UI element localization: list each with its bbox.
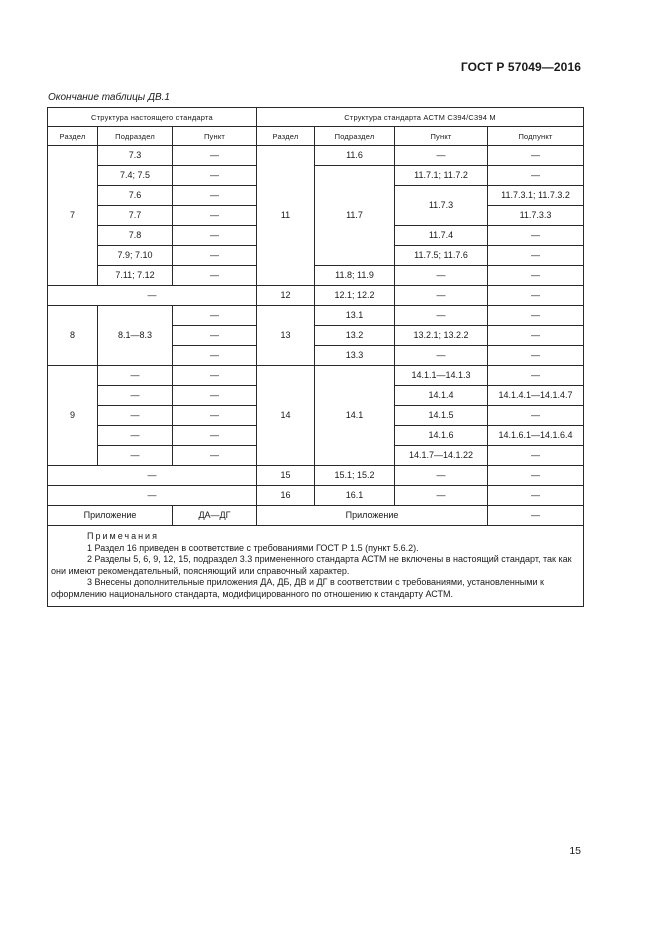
correspondence-table <box>47 107 584 607</box>
cell-subitem: — <box>488 246 584 266</box>
cell-item: — <box>173 186 257 206</box>
cell-section: 8 <box>48 306 98 366</box>
document-code: ГОСТ Р 57049—2016 <box>460 60 581 74</box>
cell-subitem: — <box>488 466 584 486</box>
cell-subsection: 7.4; 7.5 <box>98 166 173 186</box>
cell-item: 11.7.3 <box>395 186 488 226</box>
table-row <box>48 366 584 386</box>
table-row <box>48 286 584 306</box>
cell-item: 14.1.7—14.1.22 <box>395 446 488 466</box>
cell-subitem: — <box>488 406 584 426</box>
cell-section: 14 <box>257 366 315 466</box>
cell-subitem: — <box>488 266 584 286</box>
cell-section: 9 <box>48 366 98 466</box>
cell-section: 12 <box>257 286 315 306</box>
table-row <box>48 166 584 186</box>
cell-subitem: — <box>488 166 584 186</box>
group-header-left: Структура настоящего стандарта <box>48 108 257 127</box>
table-row <box>48 506 584 526</box>
table-row <box>48 486 584 506</box>
cell-subitem: — <box>488 446 584 466</box>
cell-subsection: 16.1 <box>315 486 395 506</box>
cell-subsection: 8.1—8.3 <box>98 306 173 366</box>
note-item: 2 Разделы 5, 6, 9, 12, 15, подраздел 3.3 примененного стандарта АСТМ не включены в настоящий стандарт, так как они имеют рекомендательный, поясняющий или справочный характер. <box>51 554 572 576</box>
cell-subsection: 7.6 <box>98 186 173 206</box>
col-header: Подраздел <box>315 127 395 146</box>
table-row <box>48 306 584 326</box>
group-header-right: Структура стандарта АСТМ С394/С394 М <box>257 108 584 127</box>
cell-item: — <box>395 466 488 486</box>
table-row <box>48 466 584 486</box>
cell-subitem: — <box>488 326 584 346</box>
cell-item: — <box>173 306 257 326</box>
cell-subsection: 7.8 <box>98 226 173 246</box>
cell-subsection: 11.6 <box>315 146 395 166</box>
cell-section: 7 <box>48 146 98 286</box>
cell-subsection: 13.3 <box>315 346 395 366</box>
table-body <box>48 108 584 607</box>
cell-subitem: — <box>488 506 584 526</box>
cell-item: — <box>173 426 257 446</box>
cell-item: — <box>173 246 257 266</box>
cell-item: — <box>173 366 257 386</box>
col-header: Пункт <box>395 127 488 146</box>
cell-subsection: 7.11; 7.12 <box>98 266 173 286</box>
cell-subsection: — <box>98 426 173 446</box>
cell-section: 11 <box>257 146 315 286</box>
cell-item: — <box>395 306 488 326</box>
cell-section: 16 <box>257 486 315 506</box>
page-number: 15 <box>569 845 581 857</box>
col-header: Раздел <box>257 127 315 146</box>
cell-item: — <box>395 286 488 306</box>
cell-item: — <box>173 166 257 186</box>
cell-item: — <box>395 346 488 366</box>
cell-subsection: 13.2 <box>315 326 395 346</box>
cell-section: 13 <box>257 306 315 366</box>
table-caption: Окончание таблицы ДВ.1 <box>48 92 170 103</box>
cell-subsection: — <box>98 446 173 466</box>
cell-subsection: 11.8; 11.9 <box>315 266 395 286</box>
cell-item: — <box>395 146 488 166</box>
cell-subitem: — <box>488 286 584 306</box>
cell-merged: — <box>48 486 257 506</box>
col-header: Пункт <box>173 127 257 146</box>
notes-cell <box>48 526 584 607</box>
cell-item: — <box>173 266 257 286</box>
col-header: Подраздел <box>98 127 173 146</box>
cell-subitem: — <box>488 346 584 366</box>
table-row <box>48 146 584 166</box>
cell-item: — <box>173 206 257 226</box>
cell-subitem: — <box>488 486 584 506</box>
cell-item: — <box>395 266 488 286</box>
cell-item: 14.1.6 <box>395 426 488 446</box>
cell-item: 11.7.4 <box>395 226 488 246</box>
cell-item: — <box>173 146 257 166</box>
cell-subitem: — <box>488 306 584 326</box>
notes-title: Примечания <box>87 531 159 541</box>
cell-subsection: — <box>98 386 173 406</box>
header-columns-row <box>48 127 584 146</box>
cell-merged: — <box>48 466 257 486</box>
cell-subsection: 7.3 <box>98 146 173 166</box>
cell-subsection: 12.1; 12.2 <box>315 286 395 306</box>
cell-item: ДА—ДГ <box>173 506 257 526</box>
cell-merged: — <box>48 286 257 306</box>
cell-item: 14.1.4 <box>395 386 488 406</box>
cell-subitem: — <box>488 366 584 386</box>
cell-subsection: 15.1; 15.2 <box>315 466 395 486</box>
cell-section: 15 <box>257 466 315 486</box>
cell-item: — <box>173 346 257 366</box>
cell-subitem: 11.7.3.3 <box>488 206 584 226</box>
cell-subsection: 7.7 <box>98 206 173 226</box>
cell-item: 11.7.5; 11.7.6 <box>395 246 488 266</box>
cell-appendix: Приложение <box>48 506 173 526</box>
cell-item: — <box>173 226 257 246</box>
cell-item: 14.1.5 <box>395 406 488 426</box>
cell-item: — <box>395 486 488 506</box>
cell-subsection: 7.9; 7.10 <box>98 246 173 266</box>
cell-subitem: — <box>488 146 584 166</box>
cell-subsection: 14.1 <box>315 366 395 466</box>
cell-item: — <box>173 446 257 466</box>
cell-appendix: Приложение <box>257 506 488 526</box>
cell-subsection: 13.1 <box>315 306 395 326</box>
col-header: Подпункт <box>488 127 584 146</box>
cell-item: 13.2.1; 13.2.2 <box>395 326 488 346</box>
table-row <box>48 266 584 286</box>
cell-subitem: 11.7.3.1; 11.7.3.2 <box>488 186 584 206</box>
cell-item: — <box>173 386 257 406</box>
cell-item: 14.1.1—14.1.3 <box>395 366 488 386</box>
cell-item: — <box>173 326 257 346</box>
cell-subitem: 14.1.6.1—14.1.6.4 <box>488 426 584 446</box>
cell-item: 11.7.1; 11.7.2 <box>395 166 488 186</box>
cell-subsection: — <box>98 366 173 386</box>
cell-subsection: 11.7 <box>315 166 395 266</box>
cell-item: — <box>173 406 257 426</box>
header-group-row <box>48 108 584 127</box>
cell-subitem: 14.1.4.1—14.1.4.7 <box>488 386 584 406</box>
note-item: 3 Внесены дополнительные приложения ДА, ДБ, ДВ и ДГ в соответствии с требованиями, установленными к оформлению национального стандарта, модифицированного по отношению к стандарту АСТМ. <box>51 577 544 599</box>
cell-subsection: — <box>98 406 173 426</box>
note-item: 1 Раздел 16 приведен в соответствие с требованиями ГОСТ Р 1.5 (пункт 5.6.2). <box>87 542 419 553</box>
col-header: Раздел <box>48 127 98 146</box>
cell-subitem: — <box>488 226 584 246</box>
